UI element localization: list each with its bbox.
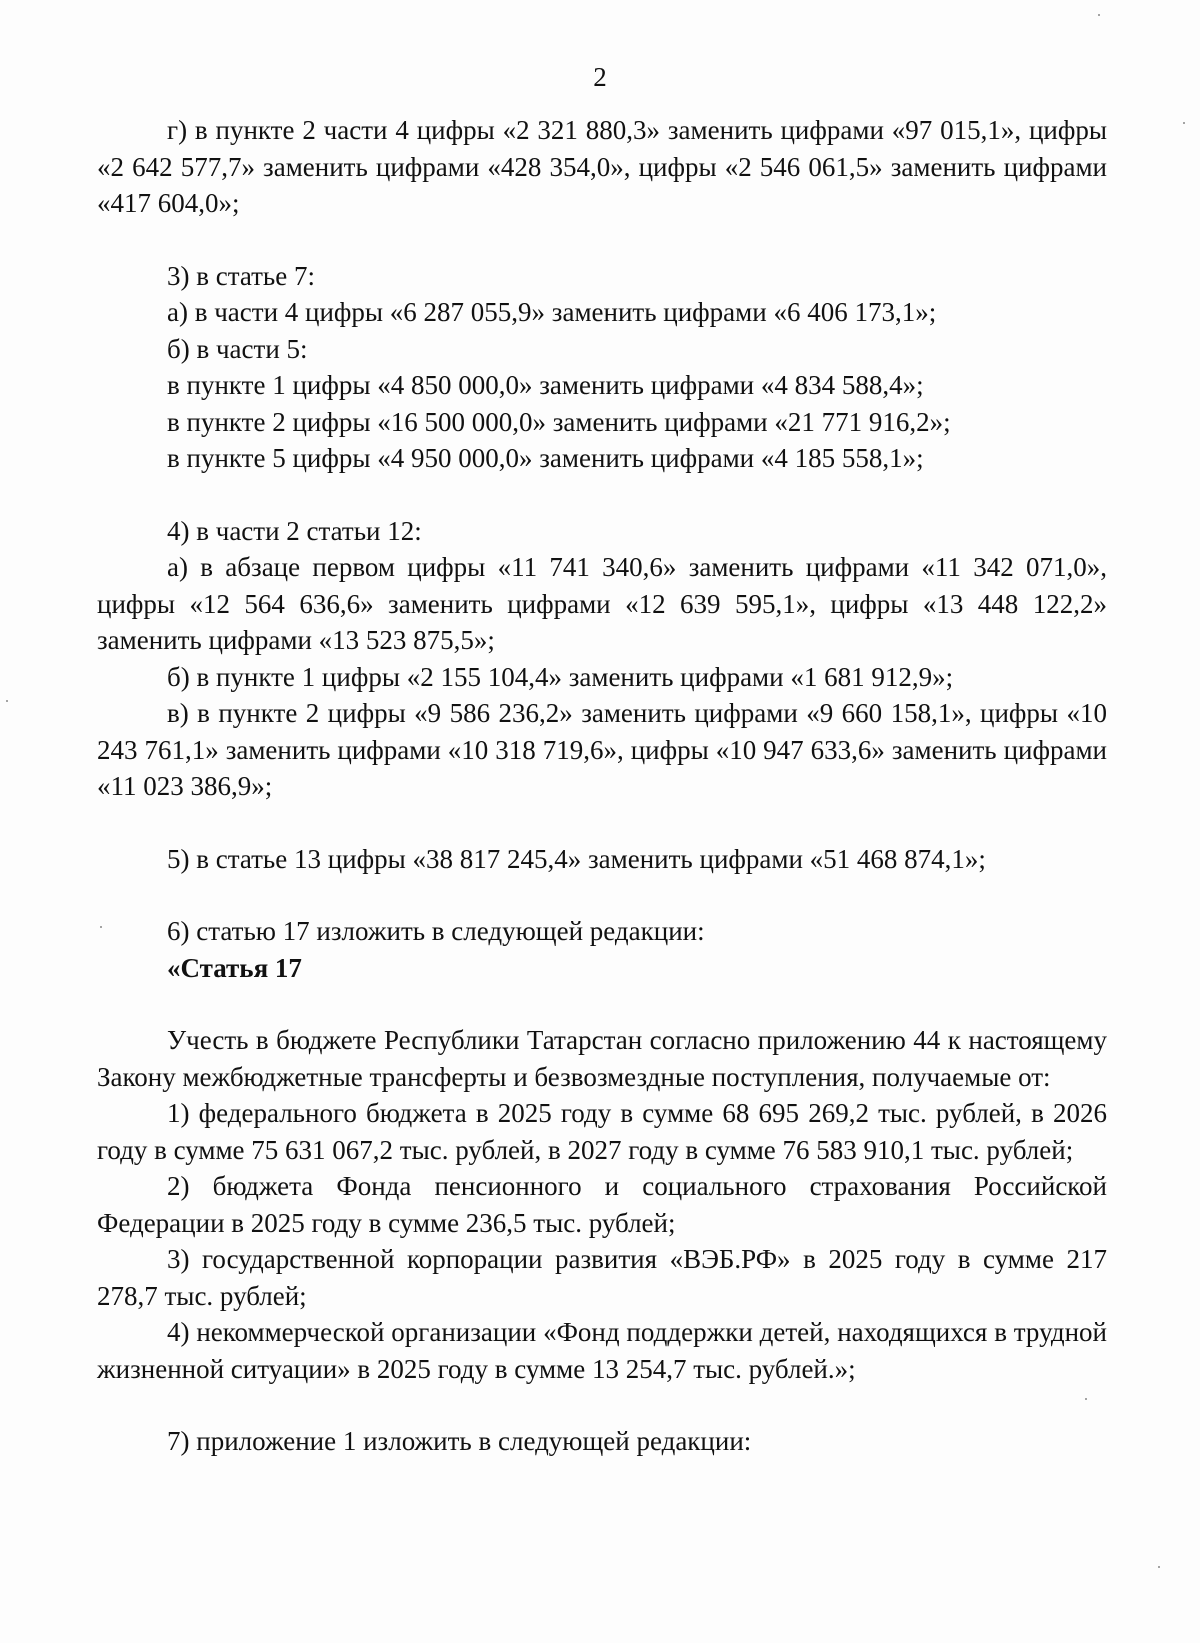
scan-speck [6, 700, 8, 702]
paragraph-children-fund: 4) некоммерческой организации «Фонд поддержки детей, находящихся в трудной жизненной ситуации» в 2025 году в сумме 13 254,7 тыс. рублей.»; [97, 1317, 1107, 1384]
scan-speck [1158, 1566, 1160, 1568]
paragraph-item-7-appendix-1: 7) приложение 1 изложить в следующей редакции: [167, 1426, 752, 1456]
paragraph-item-6-article-17: 6) статью 17 изложить в следующей редакции: [167, 916, 705, 946]
paragraph-veb-rf: 3) государственной корпорации развития «ВЭБ.РФ» в 2025 году в сумме 217 278,7 тыс. рублей; [97, 1244, 1107, 1311]
paragraph-item-b-point-1: б) в пункте 1 цифры «2 155 104,4» заменить цифрами «1 681 912,9»; [167, 661, 954, 692]
scan-speck [100, 926, 102, 928]
page-number: 2 [593, 62, 607, 92]
paragraph-item-4-article-12: 4) в части 2 статьи 12: [167, 515, 422, 546]
paragraph-federal-budget: 1) федерального бюджета в 2025 году в сумме 68 695 269,2 тыс. рублей, в 2026 году в сумме 75 631 067,2 тыс. рублей, в 2027 году в сумме 76 583 910,1 тыс. рублей; [97, 1098, 1107, 1165]
paragraph-point-5: в пункте 5 цифры «4 950 000,0» заменить цифрами «4 185 558,1»; [167, 443, 924, 473]
paragraph-item-g-part-4: г) в пункте 2 части 4 цифры «2 321 880,3» заменить цифрами «97 015,1», цифры «2 642 577,7» заменить цифрами «428 354,0», цифры «2 546 061,5» заменить цифрами «417 604,0»; [97, 115, 1107, 218]
document-body [97, 112, 1107, 1460]
paragraph-pension-fund: 2) бюджета Фонда пенсионного и социального страхования Российской Федерации в 2025 году в сумме 236,5 тыс. рублей; [97, 1171, 1107, 1238]
paragraph-point-2: в пункте 2 цифры «16 500 000,0» заменить цифрами «21 771 916,2»; [167, 406, 951, 437]
paragraph-item-v-point-2: в) в пункте 2 цифры «9 586 236,2» заменить цифрами «9 660 158,1», цифры «10 243 761,1» заменить цифрами «10 318 719,6», цифры «10 947 633,6» заменить цифрами «11 023 386,9»; [97, 698, 1107, 801]
scan-speck [1183, 122, 1185, 124]
scan-speck [1085, 1398, 1087, 1400]
paragraph-item-b-part-5: б) в части 5: [167, 333, 308, 364]
paragraph-point-1: в пункте 1 цифры «4 850 000,0» заменить цифрами «4 834 588,4»; [167, 370, 924, 400]
paragraph-item-a-first-abzac: а) в абзаце первом цифры «11 741 340,6» заменить цифрами «11 342 071,0», цифры «12 564 636,6» заменить цифрами «12 639 595,1», цифры «13 448 122,2» заменить цифрами «13 523 875,5»; [97, 552, 1107, 655]
article-17-heading: «Статья 17 [167, 952, 302, 983]
paragraph-item-3-article-7: 3) в статье 7: [167, 260, 315, 291]
paragraph-item-a-part-4: а) в части 4 цифры «6 287 055,9» заменить цифрами «6 406 173,1»; [167, 297, 937, 327]
paragraph-item-5-article-13: 5) в статье 13 цифры «38 817 245,4» заменить цифрами «51 468 874,1»; [167, 843, 986, 874]
paragraph-article-17-intro: Учесть в бюджете Республики Татарстан согласно приложению 44 к настоящему Закону межбюджетные трансферты и безвозмездные поступления, получаемые от: [97, 1025, 1107, 1092]
scan-speck [1098, 14, 1100, 16]
